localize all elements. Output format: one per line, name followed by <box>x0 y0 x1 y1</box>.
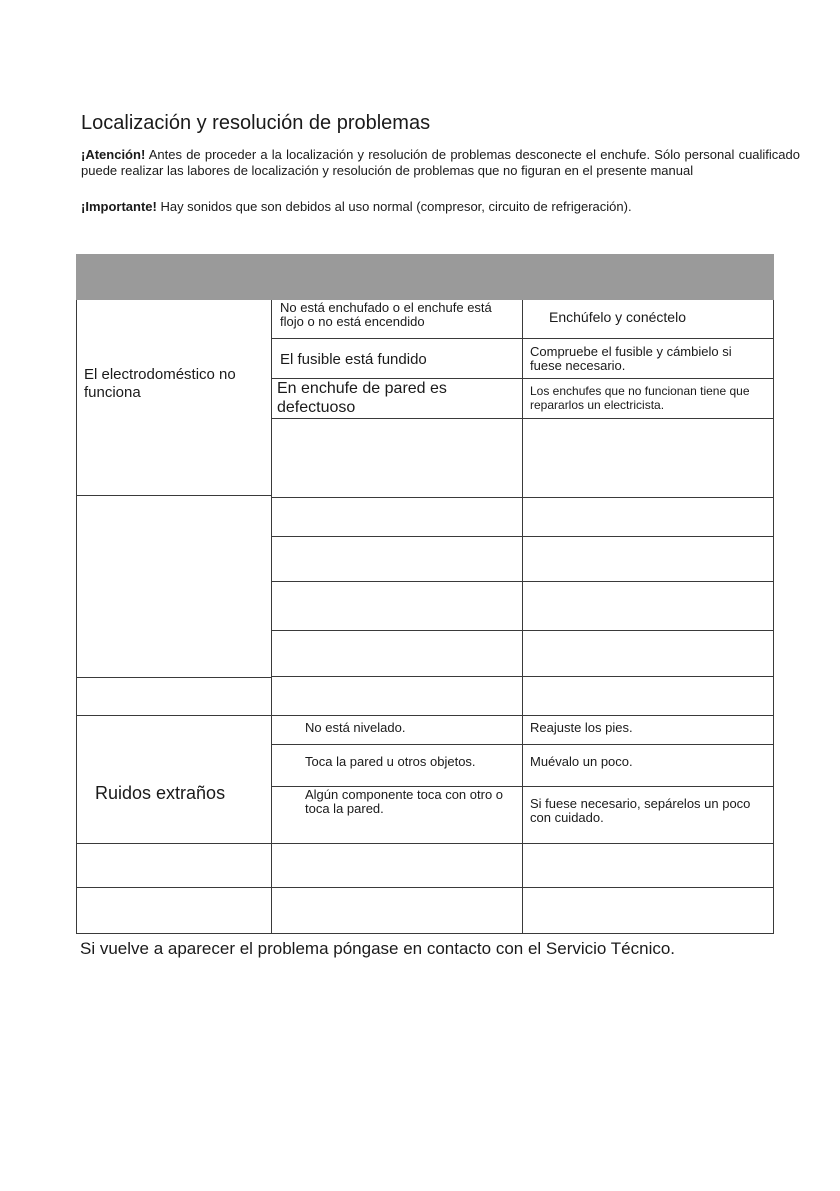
important-paragraph <box>81 199 800 215</box>
cause-cell: Algún componente toca con otro o toca la pared. <box>305 787 504 816</box>
problem-line <box>76 887 271 888</box>
table-divider-1 <box>271 300 272 934</box>
problem-line <box>76 495 271 496</box>
table-border-right <box>773 300 774 934</box>
solution-cell: Enchúfelo y conéctelo <box>549 309 686 325</box>
row-line <box>271 744 774 745</box>
attention-text: Antes de proceder a la localización y resolución de problemas desconecte el enchufe. Sólo personal cualificado puede realizar las labores de localización y resolución de problemas que no figuran en el presente manual <box>81 147 800 178</box>
attention-label: ¡Atención! <box>81 147 146 162</box>
important-label: ¡Importante! <box>81 199 157 214</box>
footer-note: Si vuelve a aparecer el problema póngase en contacto con el Servicio Técnico. <box>80 939 676 958</box>
problem-line <box>76 715 271 716</box>
table-bottom-line <box>76 933 774 934</box>
solution-cell: Los enchufes que no funcionan tiene que repararlos un electricista. <box>530 384 750 412</box>
row-line <box>271 630 774 631</box>
cause-cell: Toca la pared u otros objetos. <box>305 754 476 769</box>
solution-cell: Muévalo un poco. <box>530 754 633 769</box>
problem-line <box>76 843 271 844</box>
attention-paragraph <box>81 147 800 179</box>
problem-line <box>76 677 271 678</box>
row-line <box>271 676 774 677</box>
page-title: Localización y resolución de problemas <box>81 112 431 134</box>
solution-cell: Compruebe el fusible y cámbielo si fuese necesario. <box>530 344 732 373</box>
table-header-bar <box>76 254 774 300</box>
row-line <box>271 581 774 582</box>
table-border-left <box>76 300 77 934</box>
cause-cell: En enchufe de pared es defectuoso <box>277 380 447 416</box>
troubleshooting-table <box>76 254 774 934</box>
solution-cell: Reajuste los pies. <box>530 720 633 735</box>
important-text: Hay sonidos que son debidos al uso normal (compresor, circuito de refrigeración). <box>156 199 632 214</box>
row-line <box>271 715 774 716</box>
problem-cell: El electrodoméstico no funciona <box>84 366 236 401</box>
row-line <box>271 338 774 339</box>
table-divider-2 <box>522 300 523 934</box>
row-line <box>271 536 774 537</box>
cause-cell: El fusible está fundido <box>280 351 427 368</box>
row-line <box>271 418 774 419</box>
row-line <box>271 843 774 844</box>
problem-cell: Ruidos extraños <box>95 783 226 803</box>
solution-cell: Si fuese necesario, sepárelos un poco con cuidado. <box>530 796 751 825</box>
cause-cell: No está nivelado. <box>305 720 406 735</box>
row-line <box>271 887 774 888</box>
cause-cell: No está enchufado o el enchufe está flojo o no está encendido <box>280 300 492 329</box>
row-line <box>271 497 774 498</box>
